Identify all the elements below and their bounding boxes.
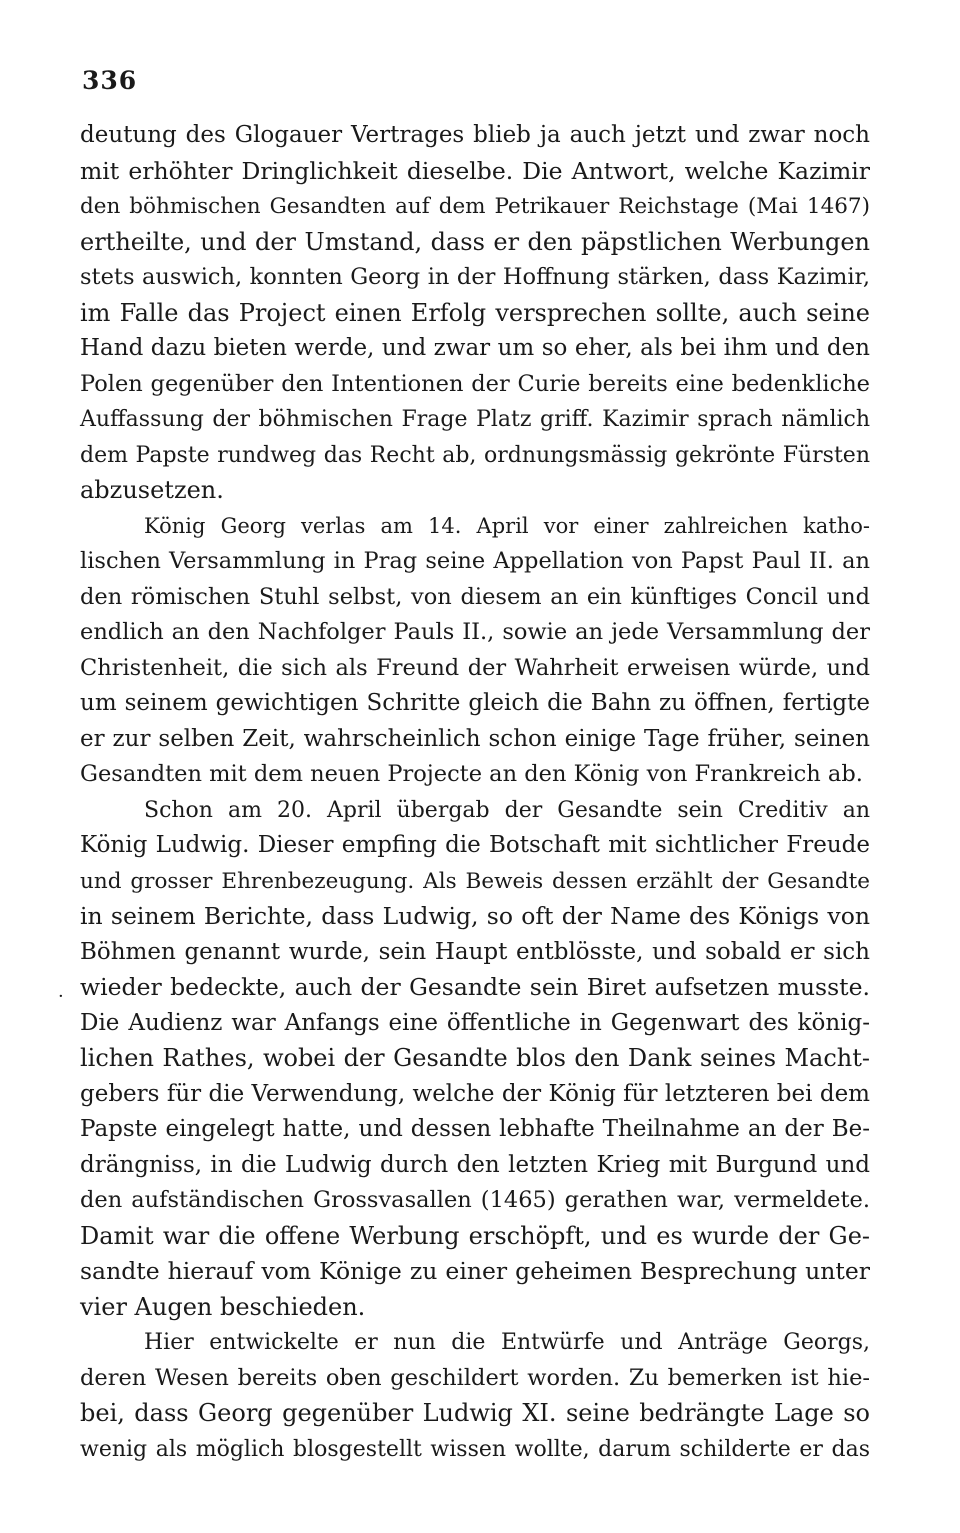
- text-line: drängniss, in die Ludwig durch den letzten Krieg mit Burgund und: [80, 1151, 870, 1178]
- text-line: Polen gegenüber den Intentionen der Curie bereits eine bedenkliche: [80, 370, 870, 397]
- text-line: abzusetzen.: [80, 476, 224, 504]
- text-line: er zur selben Zeit, wahrscheinlich schon einige Tage früher, seinen: [80, 725, 870, 752]
- text-line: und grosser Ehrenbezeugung. Als Beweis dessen erzählt der Gesandte: [80, 868, 870, 894]
- text-line: Böhmen genannt wurde, sein Haupt entblösste, und sobald er sich: [80, 938, 870, 965]
- text-line: dem Papste rundweg das Recht ab, ordnungsmässig gekrönte Fürsten: [80, 442, 870, 468]
- text-line: bei, dass Georg gegenüber Ludwig XI. seine bedrängte Lage so: [80, 1399, 870, 1427]
- text-line: gebers für die Verwendung, welche der König für letzteren bei dem: [80, 1080, 870, 1107]
- text-line: Gesandten mit dem neuen Projecte an den König von Frankreich ab.: [80, 761, 863, 787]
- text-line: mit erhöhter Dringlichkeit dieselbe. Die Antwort, welche Kazimir: [80, 156, 870, 185]
- text-line: den römischen Stuhl selbst, von diesem an ein künftiges Concil und: [80, 583, 870, 610]
- text-line: wenig als möglich blosgestellt wissen wollte, darum schilderte er das: [80, 1436, 870, 1462]
- text-line: Auffassung der böhmischen Frage Platz griff. Kazimir sprach nämlich: [80, 407, 870, 432]
- text-line: stets auswich, konnten Georg in der Hoffnung stärken, dass Kazimir,: [80, 264, 870, 290]
- text-line: vier Augen beschieden.: [80, 1292, 366, 1321]
- text-line: im Falle das Project einen Erfolg versprechen sollte, auch seine: [80, 298, 870, 327]
- margin-mark: ·: [58, 986, 64, 1007]
- body-text: [80, 118, 870, 1467]
- text-line: Die Audienz war Anfangs eine öffentliche in Gegenwart des könig-: [80, 1009, 870, 1036]
- text-line: Hand dazu bieten werde, und zwar um so eher, als bei ihm und den: [80, 335, 870, 361]
- text-line: deutung des Glogauer Vertrages blieb ja auch jetzt und zwar noch: [80, 122, 870, 148]
- text-line: lischen Versammlung in Prag seine Appellation von Papst Paul II. an: [80, 548, 870, 574]
- page-number: 336: [82, 66, 138, 95]
- text-line: sandte hierauf vom Könige zu einer geheimen Besprechung unter: [80, 1257, 870, 1285]
- text-line: in seinem Berichte, dass Ludwig, so oft der Name des Königs von: [80, 902, 870, 930]
- text-line: den böhmischen Gesandten auf dem Petrikauer Reichstage (Mai 1467): [80, 194, 870, 219]
- text-line: Christenheit, die sich als Freund der Wahrheit erweisen würde, und: [80, 654, 870, 681]
- text-line: König Ludwig. Dieser empfing die Botschaft mit sichtlicher Freude: [80, 832, 870, 858]
- text-line: wieder bedeckte, auch der Gesandte sein Biret aufsetzen musste.: [80, 973, 870, 1001]
- text-line: Hier entwickelte er nun die Entwürfe und Anträge Georgs,: [144, 1330, 870, 1355]
- text-line: König Georg verlas am 14. April vor einer zahlreichen katho-: [144, 513, 870, 538]
- text-line: Damit war die offene Werbung erschöpft, und es wurde der Ge-: [80, 1221, 870, 1250]
- text-line: deren Wesen bereits oben geschildert worden. Zu bemerken ist hie-: [80, 1364, 870, 1391]
- text-line: Schon am 20. April übergab der Gesandte sein Creditiv an: [144, 797, 870, 823]
- text-line: Papste eingelegt hatte, und dessen lebhafte Theilnahme an der Be-: [80, 1116, 870, 1142]
- text-line: um seinem gewichtigen Schritte gleich die Bahn zu öffnen, fertigte: [80, 690, 870, 716]
- text-line: lichen Rathes, wobei der Gesandte blos den Dank seines Macht-: [80, 1044, 870, 1072]
- text-line: den aufständischen Grossvasallen (1465) gerathen war, vermeldete.: [80, 1187, 870, 1213]
- text-line: endlich an den Nachfolger Pauls II., sowie an jede Versammlung der: [80, 619, 870, 645]
- text-line: ertheilte, und der Umstand, dass er den päpstlichen Werbungen: [80, 227, 870, 256]
